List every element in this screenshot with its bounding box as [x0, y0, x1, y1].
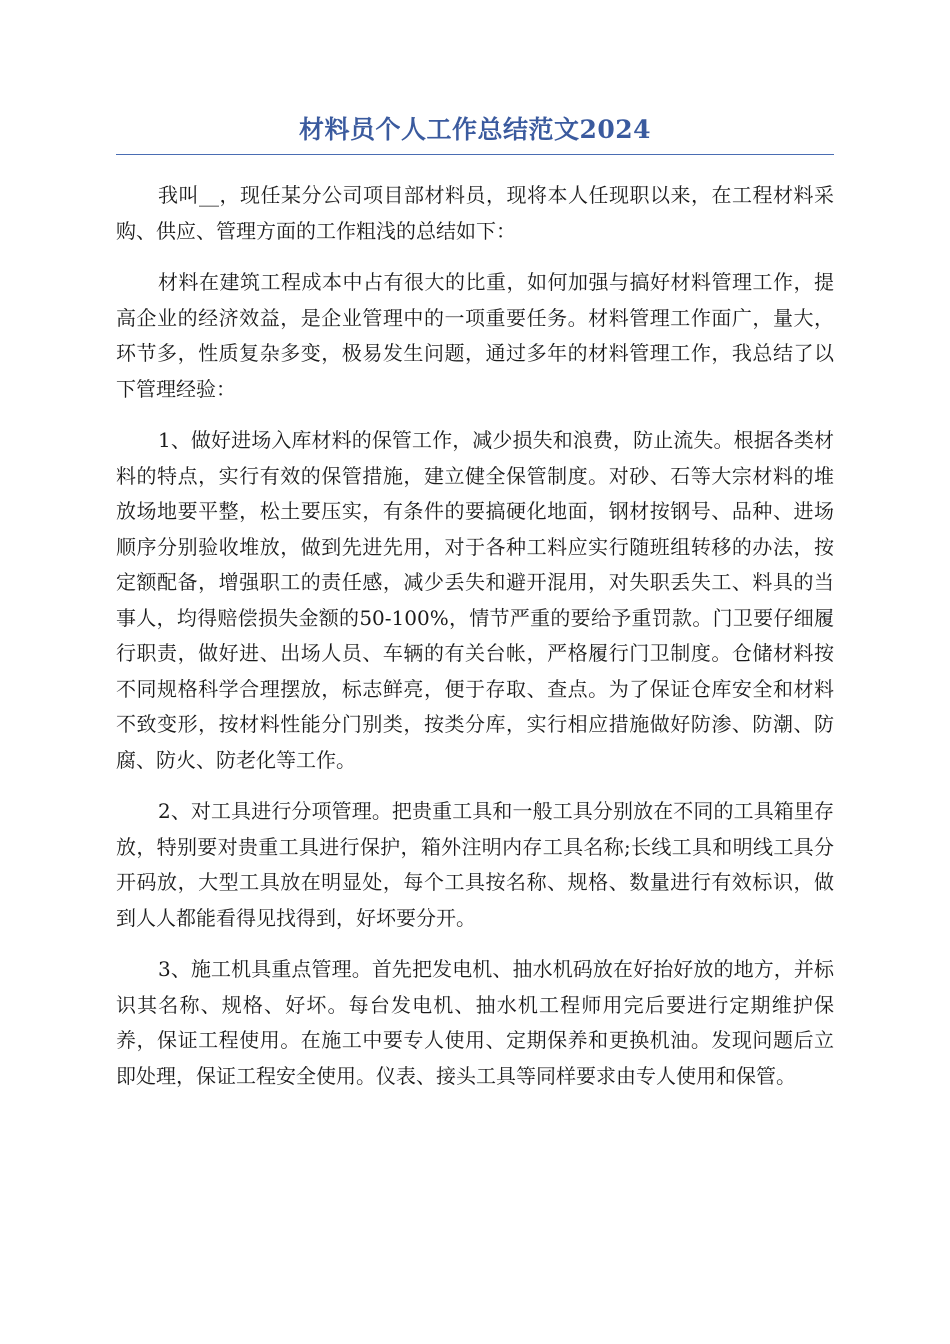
paragraph-item-3: 3、施工机具重点管理。首先把发电机、抽水机码放在好抬好放的地方，并标识其名称、规格、好坏。每台发电机、抽水机工程师用完后要进行定期维护保养，保证工程使用。在施工中要专人使用、定期保养和更换机油。发现问题后立即处理，保证工程安全使用。仪表、接头工具等同样要求由专人使用和保管。	[116, 957, 834, 1088]
document-title: 材料员个人工作总结范文2024	[298, 115, 652, 144]
title-underline	[116, 154, 834, 155]
document-page	[116, 110, 834, 1110]
paragraph-item-1: 1、做好进场入库材料的保管工作，减少损失和浪费，防止流失。根据各类材料的特点，实行有效的保管措施，建立健全保管制度。对砂、石等大宗材料的堆放场地要平整，松土要压实，有条件的要搞硬化地面，钢材按钢号、品种、进场顺序分别验收堆放，做到先进先用，对于各种工料应实行随班组转移的办法，按定额配备，增强职工的责任感，减少丢失和避开混用，对失职丢失工、料具的当事人，均得赔偿损失金额的50-100%，情节严重的要给予重罚款。门卫要仔细履行职责，做好进、出场人员、车辆的有关台帐，严格履行门卫制度。仓储材料按不同规格科学合理摆放，标志鲜亮，便于存取、查点。为了保证仓库安全和材料不致变形，按材料性能分门别类，按类分库，实行相应措施做好防渗、防潮、防腐、防火、防老化等工作。	[116, 428, 834, 772]
paragraph-item-2: 2、对工具进行分项管理。把贵重工具和一般工具分别放在不同的工具箱里存放，特别要对贵重工具进行保护，箱外注明内存工具名称;长线工具和明线工具分开码放，大型工具放在明显处，每个工具按名称、规格、数量进行有效标识，做到人人都能看得见找得到，好坏要分开。	[116, 799, 834, 930]
paragraph-intro: 我叫__，现任某分公司项目部材料员，现将本人任现职以来，在工程材料采购、供应、管理方面的工作粗浅的总结如下：	[116, 183, 834, 243]
paragraph-overview: 材料在建筑工程成本中占有很大的比重，如何加强与搞好材料管理工作，提高企业的经济效益，是企业管理中的一项重要任务。材料管理工作面广，量大，环节多，性质复杂多变，极易发生问题，通过多年的材料管理工作，我总结了以下管理经验：	[116, 270, 834, 401]
document-body	[116, 178, 834, 1094]
